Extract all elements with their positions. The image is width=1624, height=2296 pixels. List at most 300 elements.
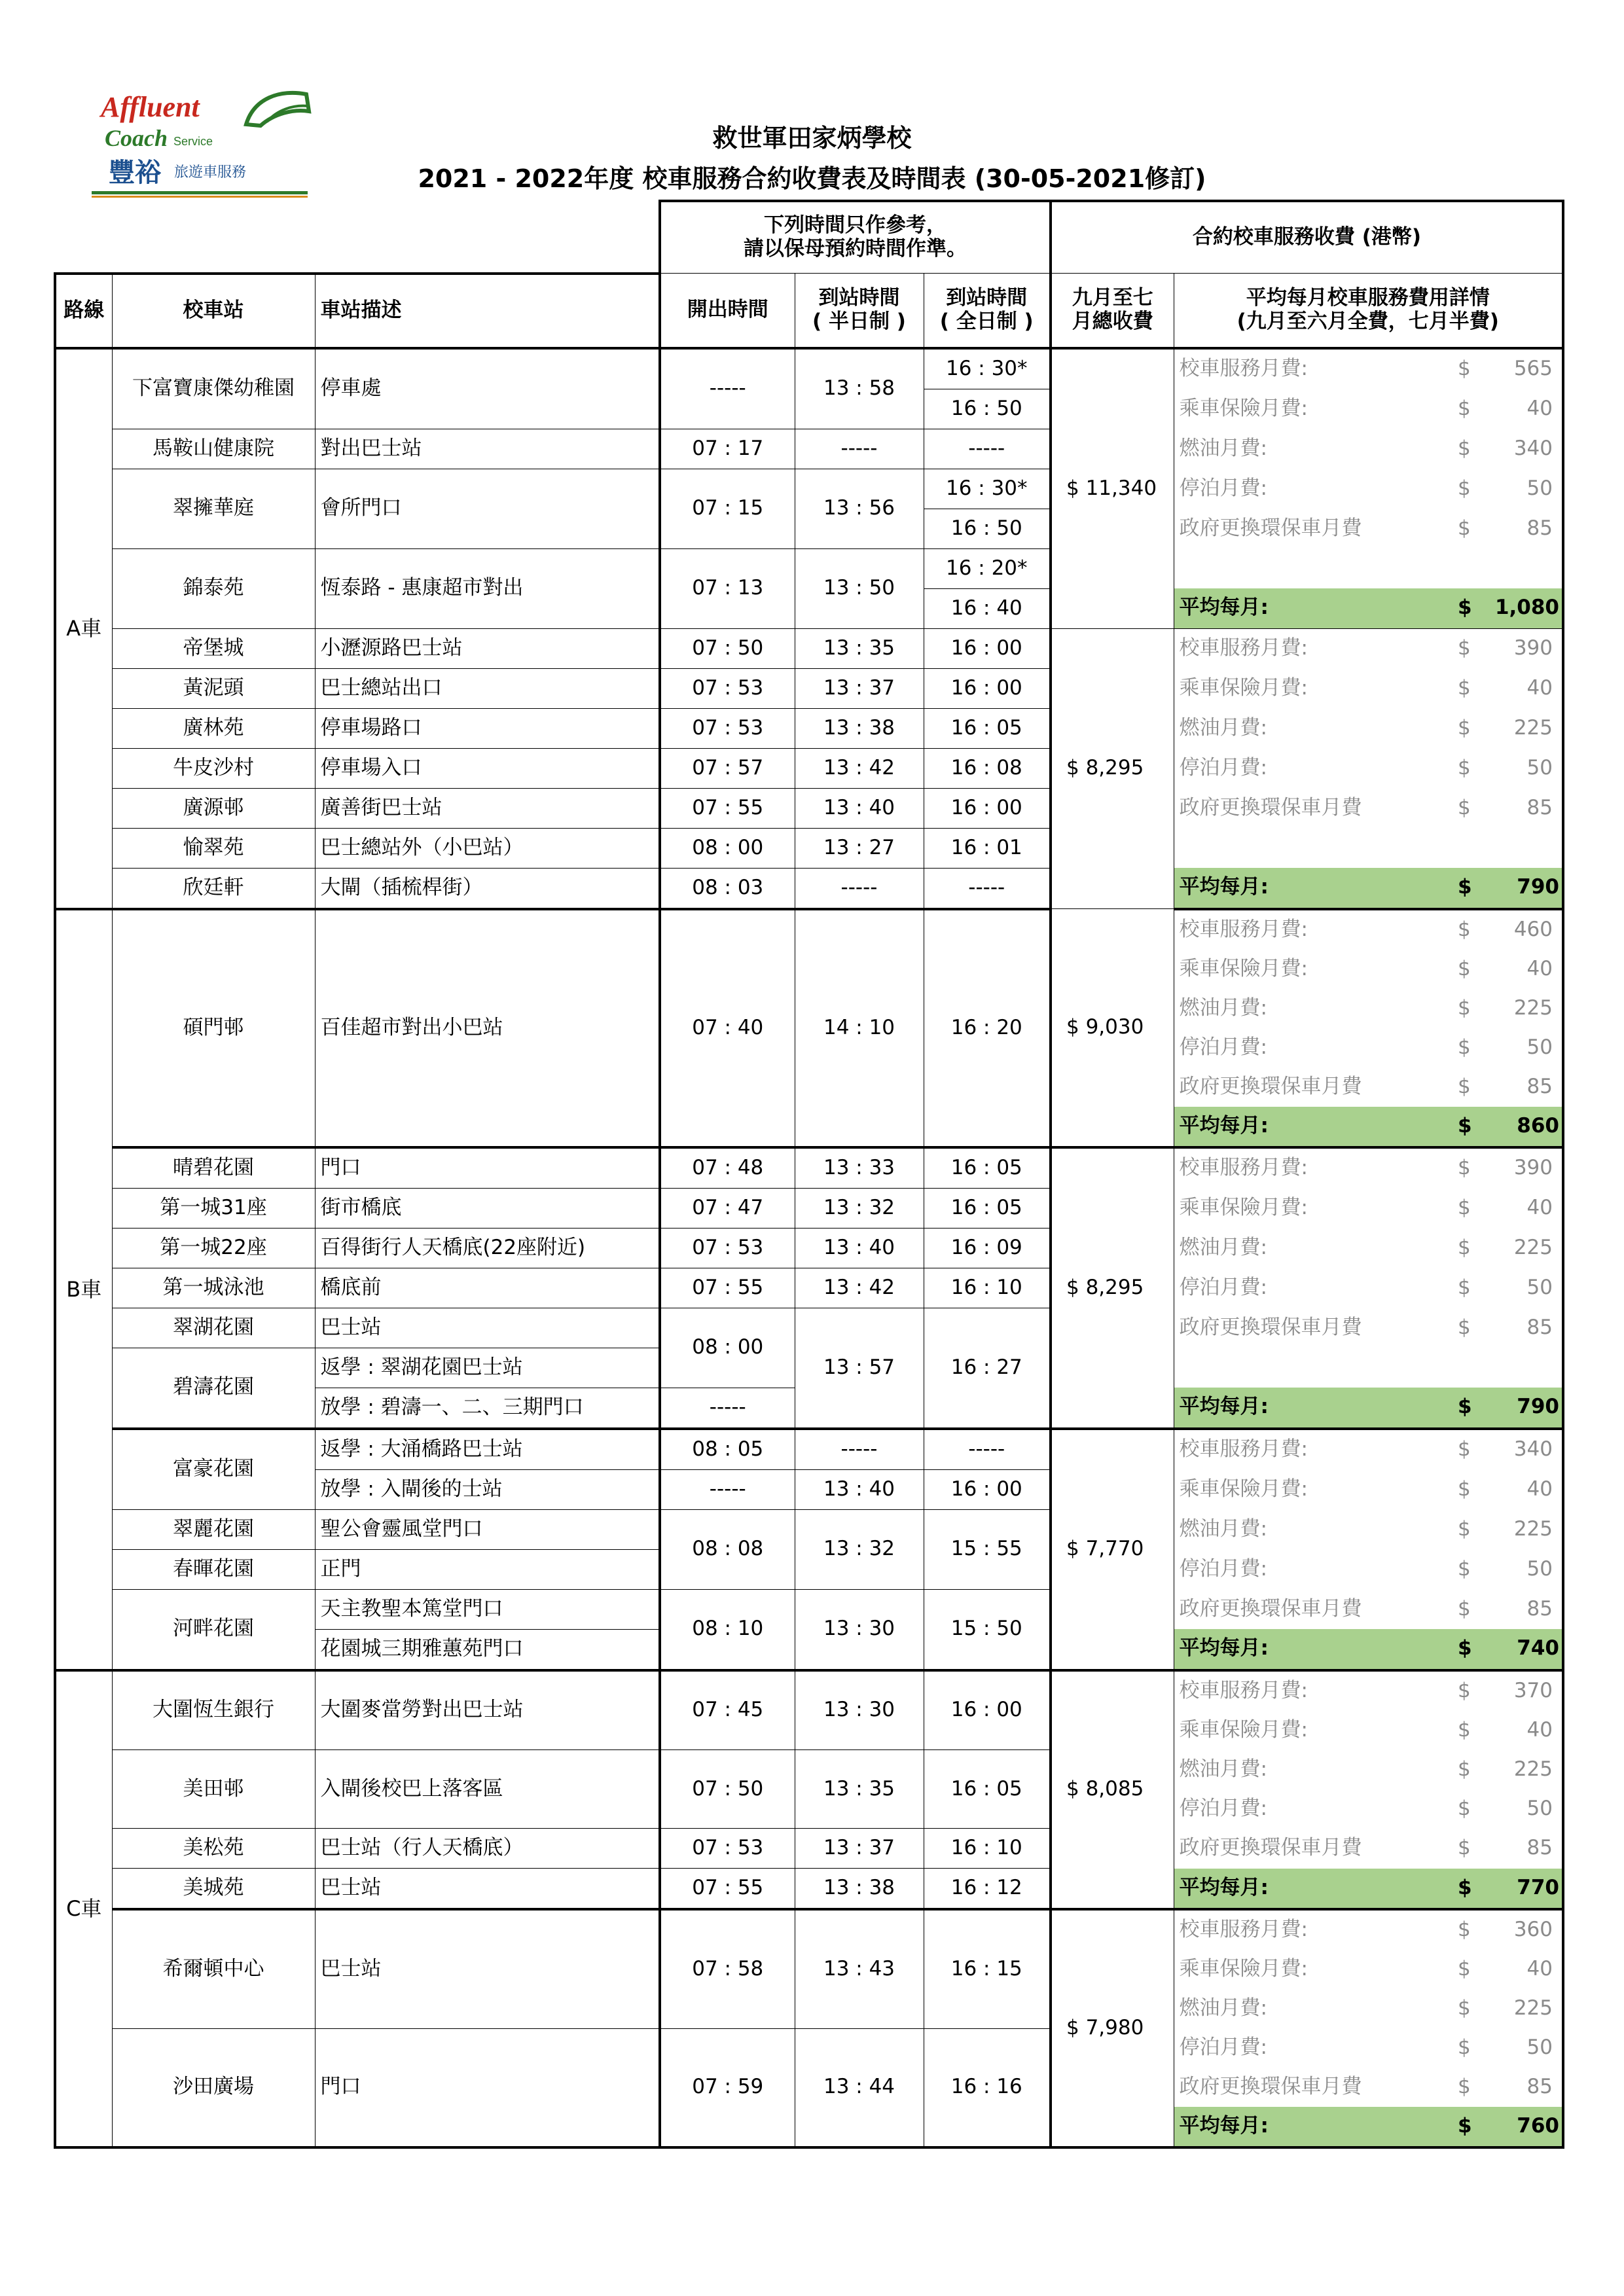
fee-currency: $: [1458, 1074, 1471, 1098]
logo-text-coach: Coach: [105, 125, 168, 151]
arrival-half: 13 : 32: [795, 1509, 924, 1589]
stop-desc: 巴士站: [315, 1869, 660, 1910]
fee-label-eco: 政府更換環保車月費: [1174, 1829, 1455, 1869]
arrival-full: 16 : 08: [924, 748, 1051, 788]
arrival-half: 13 : 35: [795, 628, 924, 668]
stop-desc: 街市橋底: [315, 1188, 660, 1228]
fee-currency: $: [1458, 1836, 1471, 1860]
page-title: 救世軍田家炳學校: [712, 124, 912, 152]
stop-desc: 巴士總站出口: [315, 668, 660, 708]
stop-name: 春暉花園: [112, 1549, 315, 1589]
fee-amount-fuel: 340: [1475, 429, 1563, 469]
fee-label-service: 校車服務月費:: [1174, 1909, 1455, 1950]
stop-desc: 天主教聖本篤堂門口: [315, 1589, 660, 1629]
table-row: [55, 1268, 1563, 1308]
col-fee-detail-line1: 平均每月校車服務費用詳情: [1246, 286, 1490, 310]
avg-label: 平均每月:: [1174, 868, 1455, 909]
stop-name: 廣林苑: [112, 708, 315, 748]
table-row: [55, 909, 1563, 950]
stop-name: 富豪花園: [112, 1429, 315, 1510]
stop-desc: 門口: [315, 1147, 660, 1189]
stop-desc: 會所門口: [315, 469, 660, 548]
stop-name: 河畔花園: [112, 1589, 315, 1670]
stop-desc: 對出巴士站: [315, 429, 660, 469]
fee-amount-eco: 85: [1475, 788, 1563, 828]
arrival-full: 16 : 12: [924, 1869, 1051, 1910]
table-row: [55, 1670, 1563, 1711]
depart-time: 07 : 45: [660, 1670, 795, 1750]
depart-time: 07 : 53: [660, 1829, 795, 1869]
fee-label-fuel: 燃油月費:: [1174, 429, 1455, 469]
table-row: [55, 469, 1563, 509]
logo-text-chinese-service: 旅遊車服務: [174, 164, 247, 181]
col-depart: 開出時間: [660, 274, 795, 348]
arrival-half: 13 : 35: [795, 1750, 924, 1829]
col-arrival-half-line2: ( 半日制 ): [812, 309, 906, 333]
logo-text-chinese-name: 豐裕: [109, 158, 161, 188]
fee-currency: $: [1458, 1477, 1471, 1501]
fee-currency: $: [1455, 1429, 1475, 1470]
col-total-fee-line2: 月總收費: [1072, 309, 1153, 333]
fee-label-service: 校車服務月費:: [1174, 909, 1455, 950]
col-arrival-full: [924, 274, 1051, 348]
fee-currency: $: [1458, 436, 1471, 460]
stop-name: 碧濤花園: [112, 1348, 315, 1429]
stop-name: 美松苑: [112, 1829, 315, 1869]
fee-currency: $: [1458, 1275, 1471, 1299]
fee-amount-parking: 50: [1475, 2028, 1563, 2068]
fee-amount-eco: 85: [1475, 2068, 1563, 2107]
fee-amount-eco: 85: [1475, 1589, 1563, 1629]
fee-label-fuel: 燃油月費:: [1174, 1509, 1455, 1549]
avg-amount: 740: [1475, 1629, 1563, 1670]
fee-label-insurance: 乘車保險月費:: [1174, 1469, 1455, 1509]
arrival-full: 16 : 20: [924, 909, 1051, 1147]
fee-amount-parking: 50: [1475, 1789, 1563, 1829]
table-row: [55, 788, 1563, 828]
fee-label-eco: 政府更換環保車月費: [1174, 1308, 1455, 1348]
fee-amount-fuel: 225: [1475, 708, 1563, 748]
fee-currency: $: [1458, 396, 1471, 420]
fees-group-header: 合約校車服務收費 (港幣): [1051, 201, 1563, 274]
stop-name: 美城苑: [112, 1869, 315, 1910]
arrival-full: 15 : 50: [924, 1589, 1051, 1670]
arrival-half: -----: [795, 1429, 924, 1470]
stop-desc: 聖公會靈風堂門口: [315, 1509, 660, 1549]
depart-time: -----: [660, 348, 795, 429]
fee-currency: $: [1458, 1516, 1471, 1541]
arrival-full: 16 : 09: [924, 1228, 1051, 1268]
stop-desc: 巴士站（行人天橋底）: [315, 1829, 660, 1869]
stop-desc: 停車場路口: [315, 708, 660, 748]
arrival-full: 16 : 40: [924, 588, 1051, 628]
avg-amount: 770: [1475, 1869, 1563, 1910]
arrival-half: -----: [795, 429, 924, 469]
route-c-label: C車: [55, 1670, 112, 2148]
fee-amount-parking: 50: [1475, 1028, 1563, 1067]
table-row: [55, 1829, 1563, 1869]
arrival-full: 16 : 00: [924, 628, 1051, 668]
avg-amount: 860: [1475, 1107, 1563, 1147]
stop-name: 牛皮沙村: [112, 748, 315, 788]
table-row: [55, 1429, 1563, 1470]
table-row: [55, 1188, 1563, 1228]
fee-amount-fuel: 225: [1475, 1989, 1563, 2028]
arrival-full: 16 : 05: [924, 1750, 1051, 1829]
col-total-fee-line1: 九月至七: [1072, 286, 1153, 310]
stop-name: 希爾頓中心: [112, 1909, 315, 2028]
depart-time: 07 : 47: [660, 1188, 795, 1228]
arrival-half: 13 : 40: [795, 1469, 924, 1509]
stop-desc: 巴士站: [315, 1308, 660, 1348]
arrival-half: 13 : 38: [795, 708, 924, 748]
table-row: [55, 1228, 1563, 1268]
fee-label-eco: 政府更換環保車月費: [1174, 2068, 1455, 2107]
table-row: [55, 628, 1563, 668]
fee-amount-eco: 85: [1475, 509, 1563, 548]
arrival-half: 13 : 37: [795, 668, 924, 708]
fee-blank: [1174, 1348, 1563, 1388]
depart-time: 07 : 55: [660, 1268, 795, 1308]
avg-amount: 760: [1475, 2107, 1563, 2147]
fee-currency: $: [1458, 1957, 1471, 1981]
fee-label-insurance: 乘車保險月費:: [1174, 668, 1455, 708]
fee-amount-parking: 50: [1475, 1268, 1563, 1308]
stop-desc: 門口: [315, 2028, 660, 2147]
stop-name: 下富寶康傑幼稚園: [112, 348, 315, 429]
header-row-notes: [55, 201, 1563, 274]
page-subtitle: 2021 - 2022年度 校車服務合約收費表及時間表 (30-05-2021修訂): [418, 164, 1206, 193]
avg-currency: $: [1455, 1388, 1475, 1429]
fee-amount-fuel: 225: [1475, 1228, 1563, 1268]
table-row: [55, 1147, 1563, 1189]
arrival-half: 13 : 32: [795, 1188, 924, 1228]
fee-currency: $: [1458, 1996, 1471, 2020]
table-row: [55, 2028, 1563, 2068]
fee-label-parking: 停泊月費:: [1174, 2028, 1455, 2068]
fee-currency: $: [1458, 2036, 1471, 2060]
arrival-full: 16 : 50: [924, 509, 1051, 548]
fee-currency: $: [1458, 1757, 1471, 1781]
table-row: [55, 1509, 1563, 1549]
depart-time: 08 : 10: [660, 1589, 795, 1670]
arrival-half: 13 : 27: [795, 828, 924, 868]
arrival-full: -----: [924, 868, 1051, 909]
fee-currency: $: [1458, 996, 1471, 1020]
fee-label-parking: 停泊月費:: [1174, 1268, 1455, 1308]
arrival-half: 13 : 42: [795, 1268, 924, 1308]
arrival-full: 16 : 00: [924, 1670, 1051, 1750]
arrival-full: 16 : 10: [924, 1268, 1051, 1308]
times-note-cell: [660, 201, 1051, 274]
depart-time: 08 : 00: [660, 828, 795, 868]
arrival-full: 16 : 00: [924, 1469, 1051, 1509]
fee-label-insurance: 乘車保險月費:: [1174, 1188, 1455, 1228]
fee-amount-parking: 50: [1475, 469, 1563, 509]
fee-currency: $: [1458, 1678, 1471, 1702]
stop-desc: 放學 : 碧濤一、二、三期門口: [315, 1388, 660, 1429]
depart-time: 08 : 08: [660, 1509, 795, 1589]
fee-currency: $: [1458, 956, 1471, 980]
table-row: [55, 708, 1563, 748]
depart-time: 07 : 48: [660, 1147, 795, 1189]
total-fee: $ 8,295: [1051, 628, 1174, 909]
avg-label: 平均每月:: [1174, 1388, 1455, 1429]
stop-desc: 正門: [315, 1549, 660, 1589]
stop-name: 第一城22座: [112, 1228, 315, 1268]
table-row: [55, 868, 1563, 909]
avg-currency: $: [1455, 868, 1475, 909]
fee-currency: $: [1458, 715, 1471, 740]
fee-blank: [1174, 548, 1563, 588]
fee-blank: [1174, 828, 1563, 868]
arrival-half: 13 : 50: [795, 548, 924, 628]
table-row: [55, 1589, 1563, 1629]
arrival-full: 16 : 16: [924, 2028, 1051, 2147]
arrival-half: 13 : 44: [795, 2028, 924, 2147]
avg-label: 平均每月:: [1174, 1629, 1455, 1670]
arrival-half: -----: [795, 868, 924, 909]
stop-desc: 百佳超市對出小巴站: [315, 909, 660, 1147]
stop-desc: 小瀝源路巴士站: [315, 628, 660, 668]
stop-desc: 大閘（插梳桿街）: [315, 868, 660, 909]
depart-time: -----: [660, 1388, 795, 1429]
depart-time: 07 : 17: [660, 429, 795, 469]
arrival-full: 16 : 05: [924, 708, 1051, 748]
fee-label-parking: 停泊月費:: [1174, 1028, 1455, 1067]
fee-currency: $: [1458, 1315, 1471, 1339]
avg-label: 平均每月:: [1174, 1869, 1455, 1910]
fee-currency: $: [1458, 675, 1471, 700]
arrival-half: 14 : 10: [795, 909, 924, 1147]
route-b-label: B車: [55, 909, 112, 1670]
arrival-half: 13 : 33: [795, 1147, 924, 1189]
table-row: [55, 348, 1563, 389]
fee-currency: $: [1458, 516, 1471, 540]
table-row: [55, 1308, 1563, 1348]
header-blank: [55, 201, 660, 274]
fee-amount-parking: 50: [1475, 748, 1563, 788]
fee-currency: $: [1458, 476, 1471, 500]
fee-currency: $: [1458, 1035, 1471, 1059]
fee-label-fuel: 燃油月費:: [1174, 1750, 1455, 1789]
stop-desc: 百得街行人天橋底(22座附近): [315, 1228, 660, 1268]
depart-time: 08 : 05: [660, 1429, 795, 1470]
stop-name: 黃泥頭: [112, 668, 315, 708]
arrival-full: 16 : 30*: [924, 469, 1051, 509]
fee-label-insurance: 乘車保險月費:: [1174, 389, 1455, 429]
fee-amount-insurance: 40: [1475, 1711, 1563, 1750]
stop-name: 錦泰苑: [112, 548, 315, 628]
arrival-half: 13 : 57: [795, 1308, 924, 1429]
fee-currency: $: [1458, 917, 1471, 941]
table-row: [55, 748, 1563, 788]
fee-currency: $: [1458, 795, 1471, 819]
times-note-line-2: 請以保母預約時間作準。: [744, 237, 967, 260]
fee-currency: $: [1458, 356, 1471, 380]
stop-desc: 花園城三期雅蕙苑門口: [315, 1629, 660, 1670]
depart-time: 07 : 58: [660, 1909, 795, 2028]
stop-desc: 停車處: [315, 348, 660, 429]
avg-label: 平均每月:: [1174, 2107, 1455, 2147]
stop-name: 沙田廣場: [112, 2028, 315, 2147]
stop-name: 晴碧花園: [112, 1147, 315, 1189]
fee-label-service: 校車服務月費:: [1174, 1147, 1455, 1189]
arrival-full: 16 : 15: [924, 1909, 1051, 2028]
depart-time: 07 : 13: [660, 548, 795, 628]
fee-label-service: 校車服務月費:: [1174, 348, 1455, 389]
table-row: [55, 1750, 1563, 1789]
arrival-half: 13 : 40: [795, 1228, 924, 1268]
col-arrival-full-line1: 到站時間: [946, 286, 1028, 310]
fee-label-fuel: 燃油月費:: [1174, 1989, 1455, 2028]
avg-currency: $: [1455, 1629, 1475, 1670]
table-row: [55, 1909, 1563, 1950]
arrival-full: 16 : 00: [924, 668, 1051, 708]
fee-label-parking: 停泊月費:: [1174, 1789, 1455, 1829]
depart-time: 07 : 50: [660, 628, 795, 668]
arrival-full: 16 : 05: [924, 1188, 1051, 1228]
arrival-full: 16 : 50: [924, 389, 1051, 429]
fee-amount-insurance: 40: [1475, 389, 1563, 429]
fee-label-eco: 政府更換環保車月費: [1174, 1067, 1455, 1107]
total-fee: $ 8,295: [1051, 1147, 1174, 1429]
avg-label: 平均每月:: [1174, 588, 1455, 628]
stop-name: 愉翠苑: [112, 828, 315, 868]
stop-name: 欣廷軒: [112, 868, 315, 909]
fee-label-fuel: 燃油月費:: [1174, 989, 1455, 1028]
arrival-full: -----: [924, 429, 1051, 469]
stop-name: 美田邨: [112, 1750, 315, 1829]
stop-desc: 廣善街巴士站: [315, 788, 660, 828]
arrival-half: 13 : 43: [795, 1909, 924, 2028]
avg-amount: 1,080: [1475, 588, 1563, 628]
fee-currency: $: [1458, 636, 1471, 660]
table-row: [55, 828, 1563, 868]
stop-name: 碩門邨: [112, 909, 315, 1147]
col-fee-detail-line2: (九月至六月全費，七月半費): [1236, 309, 1499, 333]
arrival-full: 16 : 05: [924, 1147, 1051, 1189]
depart-time: 07 : 40: [660, 909, 795, 1147]
fee-label-service: 校車服務月費:: [1174, 1670, 1455, 1711]
fee-label-insurance: 乘車保險月費:: [1174, 1711, 1455, 1750]
fee-amount-fuel: 225: [1475, 1750, 1563, 1789]
stop-name: 廣源邨: [112, 788, 315, 828]
avg-currency: $: [1455, 1869, 1475, 1910]
fee-label-eco: 政府更換環保車月費: [1174, 509, 1455, 548]
table-row: [55, 1869, 1563, 1910]
fee-amount-insurance: 40: [1475, 1950, 1563, 1989]
stop-name: 翠湖花園: [112, 1308, 315, 1348]
fee-label-parking: 停泊月費:: [1174, 1549, 1455, 1589]
stop-desc: 入閘後校巴上落客區: [315, 1750, 660, 1829]
fee-label-fuel: 燃油月費:: [1174, 708, 1455, 748]
fee-currency: $: [1458, 755, 1471, 780]
depart-time: 07 : 50: [660, 1750, 795, 1829]
fee-amount-service: 565: [1475, 348, 1563, 389]
depart-time: 07 : 55: [660, 1869, 795, 1910]
fee-amount-parking: 50: [1475, 1549, 1563, 1589]
depart-time: 07 : 15: [660, 469, 795, 548]
total-fee: $ 11,340: [1051, 348, 1174, 629]
table-row: [55, 429, 1563, 469]
fee-label-eco: 政府更換環保車月費: [1174, 1589, 1455, 1629]
stop-desc: 返學 : 大涌橋路巴士站: [315, 1429, 660, 1470]
fee-amount-insurance: 40: [1475, 1469, 1563, 1509]
table-row: [55, 548, 1563, 588]
arrival-half: 13 : 56: [795, 469, 924, 548]
route-a-label: A車: [55, 348, 112, 909]
stop-desc: 巴士站: [315, 1909, 660, 2028]
schedule-table: [54, 200, 1564, 2149]
times-note-line-1: 下列時間只作參考，: [764, 213, 947, 238]
total-fee: $ 8,085: [1051, 1670, 1174, 1910]
stop-name: 翠擁華庭: [112, 469, 315, 548]
fee-label-insurance: 乘車保險月費:: [1174, 1950, 1455, 1989]
depart-time: 07 : 53: [660, 668, 795, 708]
depart-time: 07 : 53: [660, 1228, 795, 1268]
fee-amount-insurance: 40: [1475, 950, 1563, 989]
depart-time: 07 : 57: [660, 748, 795, 788]
arrival-full: 16 : 00: [924, 788, 1051, 828]
arrival-half: 13 : 30: [795, 1670, 924, 1750]
stop-desc: 橋底前: [315, 1268, 660, 1308]
arrival-full: 16 : 01: [924, 828, 1051, 868]
fee-currency: $: [1458, 1596, 1471, 1621]
total-fee: $ 9,030: [1051, 909, 1174, 1147]
fee-amount-fuel: 225: [1475, 1509, 1563, 1549]
fee-amount-service: 340: [1475, 1429, 1563, 1470]
fee-currency: $: [1458, 1235, 1471, 1259]
logo-text-service: Service: [173, 135, 213, 148]
fee-label-service: 校車服務月費:: [1174, 628, 1455, 668]
fee-currency: $: [1458, 1717, 1471, 1742]
stop-desc: 停車場入口: [315, 748, 660, 788]
arrival-half: 13 : 30: [795, 1589, 924, 1670]
table-row: [55, 668, 1563, 708]
arrival-full: -----: [924, 1429, 1051, 1470]
logo-rule-orange: [92, 196, 308, 198]
fee-label-eco: 政府更換環保車月費: [1174, 788, 1455, 828]
col-arrival-full-line2: ( 全日制 ): [939, 309, 1034, 333]
avg-label: 平均每月:: [1174, 1107, 1455, 1147]
stop-desc: 大圍麥當勞對出巴士站: [315, 1670, 660, 1750]
stop-desc: 恆泰路 - 惠康超市對出: [315, 548, 660, 628]
arrival-full: 16 : 30*: [924, 348, 1051, 389]
col-route: 路線: [55, 274, 112, 348]
col-arrival-half: [795, 274, 924, 348]
arrival-full: 16 : 20*: [924, 548, 1051, 588]
avg-amount: 790: [1475, 868, 1563, 909]
total-fee: $ 7,770: [1051, 1429, 1174, 1670]
fee-amount-insurance: 40: [1475, 668, 1563, 708]
arrival-half: 13 : 58: [795, 348, 924, 429]
arrival-full: 16 : 10: [924, 1829, 1051, 1869]
stop-desc: 返學 : 翠湖花園巴士站: [315, 1348, 660, 1388]
arrival-half: 13 : 37: [795, 1829, 924, 1869]
stop-name: 第一城31座: [112, 1188, 315, 1228]
col-desc: 車站描述: [315, 274, 660, 348]
header-row-columns: [55, 274, 1563, 348]
stop-desc: 巴士總站外（小巴站）: [315, 828, 660, 868]
arrival-full: 15 : 55: [924, 1509, 1051, 1589]
fee-currency: $: [1458, 1796, 1471, 1820]
fee-amount-service: 360: [1475, 1909, 1563, 1950]
fee-currency: $: [1458, 1556, 1471, 1581]
avg-currency: $: [1455, 588, 1475, 628]
fee-amount-eco: 85: [1475, 1067, 1563, 1107]
fee-amount-service: 390: [1475, 628, 1563, 668]
